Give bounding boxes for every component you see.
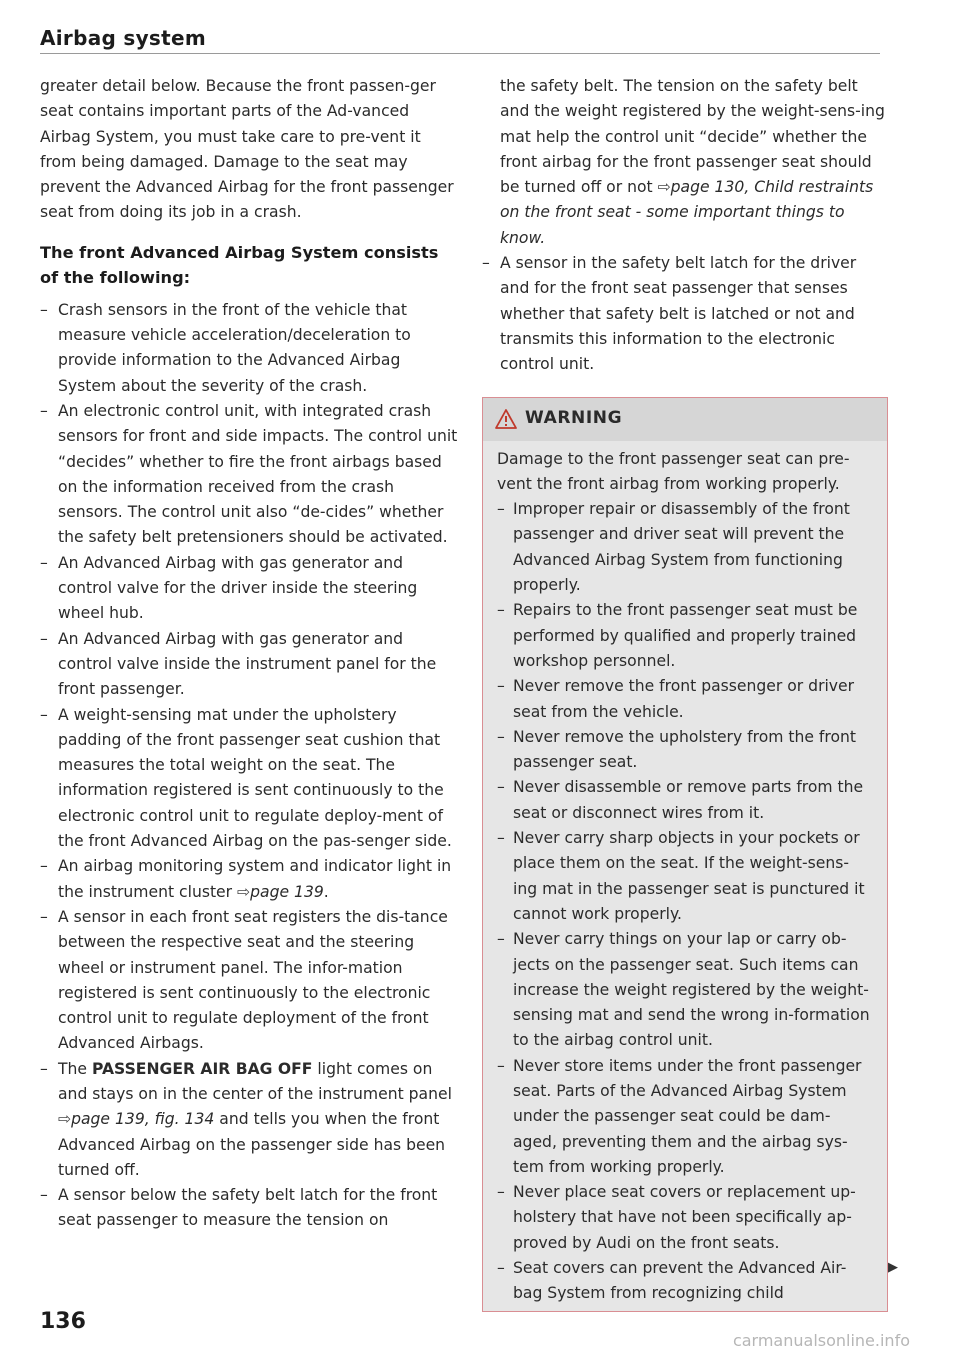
components-list-continued <box>482 74 888 378</box>
indicator-label: PASSENGER AIR BAG OFF <box>91 1059 313 1078</box>
intro-paragraph: greater detail below. Because the front passen-ger seat contains important parts of the Ad-vanced Airbag System, you must take care to pre-vent it from being damaged. Damage to the seat may prevent the Advanced Airbag for the front passenger seat from doing its job in a crash. <box>40 77 454 222</box>
warning-list <box>497 497 873 1307</box>
warning-item: – Never carry sharp objects in your pockets or place them on the seat. If the weight-sens-ing mat in the passenger seat is punctured it cannot work properly. <box>497 826 873 927</box>
page-number: 136 <box>40 1309 86 1334</box>
arrow-right-icon: ⇨ <box>237 882 251 901</box>
warning-box <box>482 397 888 1312</box>
list-item-continued <box>482 74 888 251</box>
list-item-text: and tells you when the front Advanced Airbag on the passenger side has been turned off. <box>58 1110 446 1179</box>
list-item: – Crash sensors in the front of the vehicle that measure vehicle acceleration/deceleration to provide information to the Advanced Airbag System about the severity of the crash. <box>40 298 458 399</box>
warning-body <box>483 441 887 1311</box>
warning-item: – Never place seat covers or replacement up-holstery that have not been specifically ap-proved by Audi on the front seats. <box>497 1180 873 1256</box>
list-item: – An Advanced Airbag with gas generator and control valve for the driver inside the steering wheel hub. <box>40 551 458 627</box>
list-item: – A weight-sensing mat under the upholstery padding of the front passenger seat cushion that measures the total weight on the seat. The information registered is sent continuously to the electronic control unit to regulate deploy-ment of the front Advanced Airbag on the pas-senger side. <box>40 703 458 855</box>
list-item-text: The <box>58 1059 88 1078</box>
page-header-title: Airbag system <box>40 26 206 50</box>
continue-arrow-icon: ▶ <box>888 1260 898 1275</box>
warning-item: – Never disassemble or remove parts from the seat or disconnect wires from it. <box>497 775 873 826</box>
list-item: – A sensor in the safety belt latch for the driver and for the front seat passenger that senses whether that safety belt is latched or not and transmits this information to the electronic control unit. <box>482 251 888 377</box>
list-item: – An airbag monitoring system and indicator light in the instrument cluster ⇨page 139. <box>40 854 458 905</box>
warning-item: – Repairs to the front passenger seat must be performed by qualified and properly trained workshop personnel. <box>497 598 873 674</box>
warning-title: WARNING <box>525 408 623 429</box>
watermark: carmanualsonline.info <box>732 1331 910 1350</box>
header-divider <box>40 53 880 54</box>
warning-triangle-icon <box>495 409 517 429</box>
warning-item: – Seat covers can prevent the Advanced Air-bag System from recognizing child <box>497 1256 873 1307</box>
page-reference-link[interactable]: page 139, fig. 134 <box>71 1110 215 1129</box>
warning-header <box>483 398 887 441</box>
arrow-right-icon: ⇨ <box>58 1110 72 1129</box>
list-item: – A sensor in each front seat registers the dis-tance between the respective seat and the steering wheel or instrument panel. The infor-mation registered is sent continuously to the electronic control unit to regulate deployment of the front Advanced Airbags. <box>40 905 458 1057</box>
page-reference-link[interactable]: page 130, Child restraints on the front seat - some important things to know. <box>500 178 874 247</box>
list-item: – An electronic control unit, with integrated crash sensors for front and side impacts. The control unit “decides” whether to fire the front airbags based on the information received from the crash sensors. The control unit also “de-cides” whether the safety belt pretensioners should be activated. <box>40 399 458 551</box>
warning-item: – Never remove the upholstery from the front passenger seat. <box>497 725 873 776</box>
components-list <box>40 298 458 1234</box>
left-column <box>40 74 458 1234</box>
warning-item: – Never remove the front passenger or driver seat from the vehicle. <box>497 674 873 725</box>
list-item: – An Advanced Airbag with gas generator and control valve inside the instrument panel for the front passenger. <box>40 627 458 703</box>
list-item: – A sensor below the safety belt latch for the front seat passenger to measure the tension on <box>40 1183 458 1234</box>
list-item-text: light comes on and stays on in the center of the instrument panel <box>58 1059 452 1103</box>
warning-item: – Never store items under the front passenger seat. Parts of the Advanced Airbag System under the passenger seat could be dam-aged, preventing them and the airbag sys-tem from working properly. <box>497 1054 873 1180</box>
list-item-text: An airbag monitoring system and indicator light in the instrument cluster <box>58 857 452 901</box>
page-reference-link[interactable]: page 139 <box>250 882 324 901</box>
warning-item: – Improper repair or disassembly of the front passenger and driver seat will prevent the Advanced Airbag System from functioning properly. <box>497 497 873 598</box>
list-item-text: the safety belt. The tension on the safety belt and the weight registered by the weight-sens-ing mat help the control unit “decide” whether the front airbag for the front passenger seat should be turned off or not <box>500 77 885 197</box>
list-item <box>40 1057 458 1183</box>
warning-intro: Damage to the front passenger seat can pre-vent the front airbag from working properly. <box>497 449 850 493</box>
right-column <box>482 74 888 1312</box>
section-heading: The front Advanced Airbag System consists of the following: <box>40 242 439 287</box>
arrow-right-icon: ⇨ <box>657 178 671 197</box>
warning-item: – Never carry things on your lap or carry ob-jects on the passenger seat. Such items can increase the weight registered by the weight-sensing mat and send the wrong in-formation to the airbag control unit. <box>497 927 873 1053</box>
